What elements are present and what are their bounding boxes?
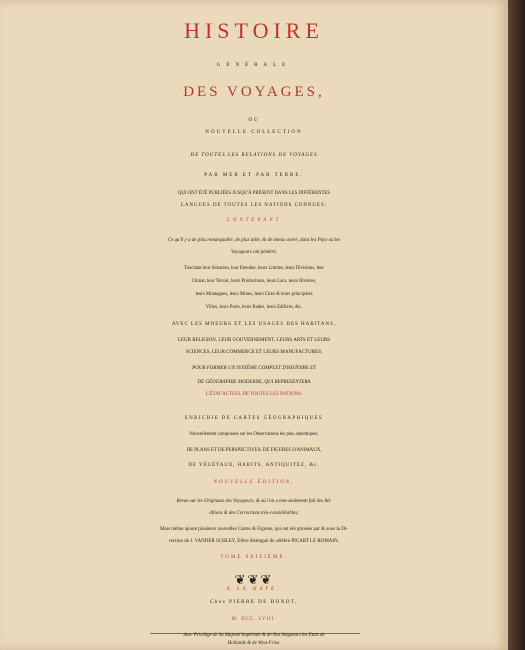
contenant-line-1: Ce qu'il y a de plus remarquable, de plus utile, & de mieux avéré, dans les Pays où les	[167, 238, 341, 243]
edition-heading: NOUVELLE ÉDITION,	[213, 480, 295, 485]
imprint-publisher: Chez PIERRE DE HONDT,	[210, 600, 298, 605]
cartes-line-1: ENRICHIE DE CARTES GÉOGRAPHIQUES	[184, 416, 324, 421]
cartes-line-4: DE VÉGÉTAUX, HABITS, ANTIQUITEZ, &c.	[188, 463, 320, 468]
touchant-line-4: Villes, leurs Ports, leurs Rades, leurs Edifices, &c.	[205, 305, 303, 310]
book-edge	[508, 0, 525, 650]
moeurs-line-3: SCIENCES, LEUR COMMERCE ET LEURS MANUFACTURES;	[185, 350, 323, 355]
touchant-line-2: Climat, leur Terroir, leurs Productions, leurs Lacs, leurs Rivières,	[191, 279, 317, 284]
systeme-line-1: POUR FORMER UN SYSTÈME COMPLET D'HISTOIRE ET	[192, 366, 316, 371]
ornament-row	[0, 573, 508, 587]
fleuron-icon: ❦❦❦	[234, 572, 274, 587]
title-des-voyages: DES VOYAGES,	[183, 84, 325, 100]
systeme-line-2: DE GÉOGRAPHIE MODERNE, QUI REPRESENTERA	[197, 380, 311, 385]
edition-line-1: Revue sur les Originaux des Voyageurs, & où l'on a non-seulement fait des Ad-	[176, 499, 332, 504]
touchant-line-1: Touchant leur Situation, leur Etendue, leurs Limites, leurs Divisions, leur	[183, 266, 325, 271]
title-histoire: HISTOIRE	[184, 18, 324, 43]
title-relations: DE TOUTES LES RELATIONS DE VOYAGES	[190, 153, 318, 158]
moeurs-line-1: AVEC LES MOEURS ET LES USAGES DES HABITANS,	[171, 322, 337, 327]
edition-line-3: Mais même ajouté plusieurs nouvelles Cartes & Figures, qui ont été gravées par & sous la Di-	[160, 527, 348, 532]
etat-actuel: L'ÉTAT ACTUEL DE TOUTES LES NATIONS:	[205, 392, 303, 397]
title-mer-terre: PAR MER ET PAR TERRE,	[204, 173, 304, 178]
edition-line-2: ditions & des Corrections très-considérables;	[209, 511, 299, 516]
cartes-line-2: Nouvellement composées sur les Observations les plus autentiques;	[189, 432, 319, 437]
title-publiees: QUI ONT ÉTÉ PUBLIÉES JUSQU'À PRÉSENT DANS LES DIFFÉRENTES	[177, 191, 331, 196]
imprint-year: M. DCC. LVIII.	[231, 617, 277, 622]
title-langues: LANGUES DE TOUTES LES NATIONS CONNUES:	[180, 203, 328, 208]
contenant-line-2: Voyageurs ont pénétré,	[231, 250, 277, 255]
title-nouvelle-collection: NOUVELLE COLLECTION	[205, 130, 303, 135]
title-generale: GÉNÉRALE	[216, 63, 292, 68]
privilege-line-1: Avec Privilège de Sa Majesté Impériale & de Nos Seigneurs les Etats de	[183, 633, 325, 638]
imprint-place: A LA HAYE,	[226, 587, 282, 592]
tome: TOME SEIZIÈME.	[220, 555, 288, 560]
touchant-line-3: leurs Montagnes, leurs Mines, leurs Citez & leurs principales	[195, 292, 313, 297]
contenant-heading: CONTENANT	[226, 218, 282, 223]
title-ou: OU	[248, 118, 260, 123]
privilege-line-2: Hollande & de West-Frise.	[227, 641, 281, 646]
edition-line-4: rection de J. VANDER SCHLEY, Elève distingué du célèbre PICART LE ROMAIN.	[169, 539, 339, 544]
moeurs-line-2: LEUR RELIGION, LEUR GOUVERNEMENT, LEURS ARTS ET LEURS	[177, 338, 331, 343]
cartes-line-3: DE PLANS ET DE PERSPECTIVES; DE FIGURES D'ANIMAUX,	[186, 448, 322, 453]
